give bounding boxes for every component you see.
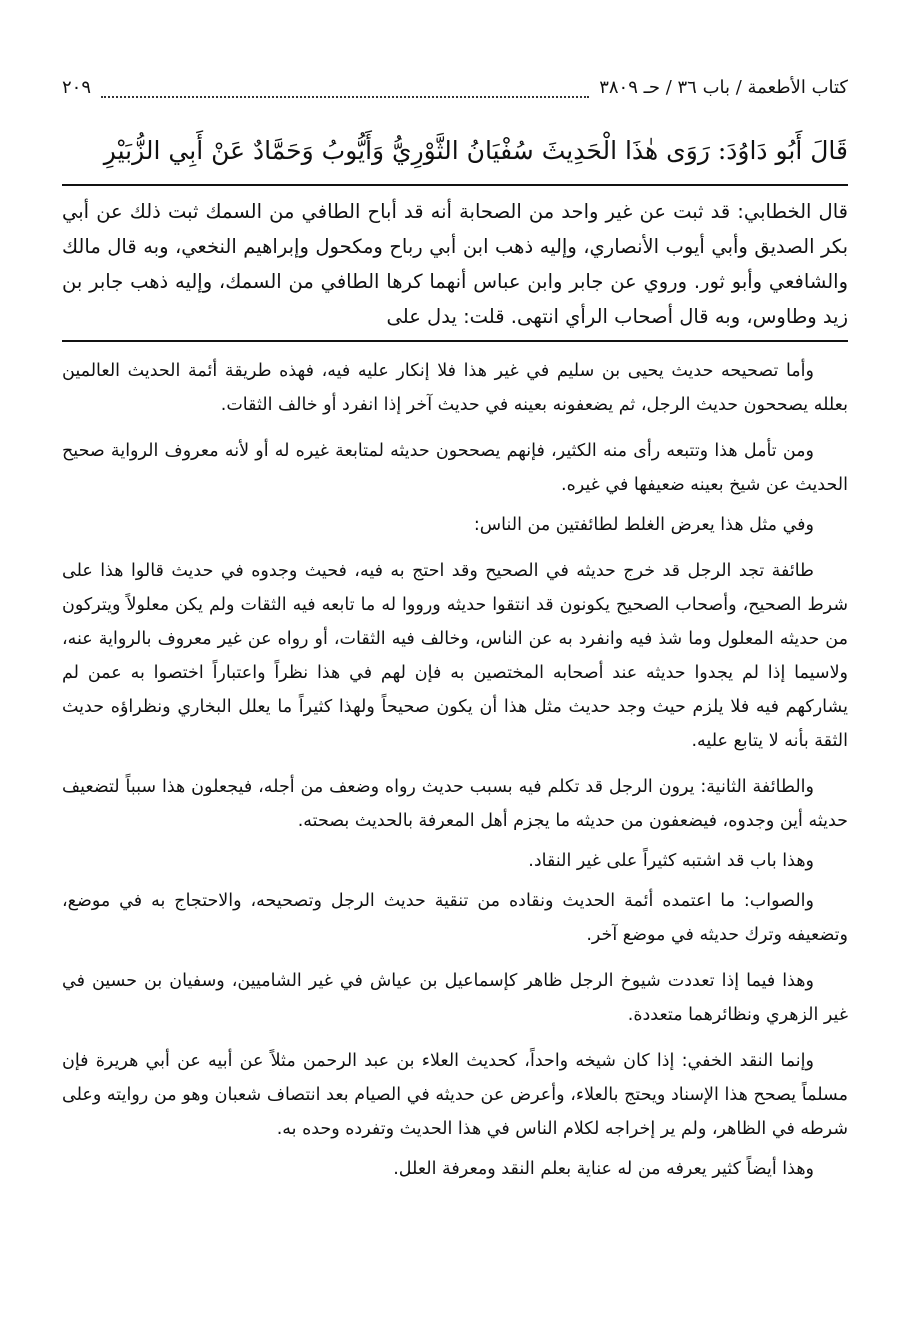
paragraph: طائفة تجد الرجل قد خرج حديثه في الصحيح وقد احتج به فيه، فحيث وجدوه في حديث قالوا هذا على شرط الصحيح، وأصحاب الصحيح يكونون قد انتقوا حديثه ورووا له ما تابعه فيه الثقات ولم يكن معلولاً ويتركون من حديثه المعلول وما شذ فيه وانفرد به عن الناس، وخالف فيه الثقات، أو رواه عن غير معروف بالرواية عنه، ولاسيما إذا لم يجدوا حديثه عند أصحابه المختصين به فإن لهم في هذا نظراً واعتباراً اختصوا به عمن لم يشاركهم فيه فلا يلزم حيث وجد حديث مثل هذا أن يكون صحيحاً ولهذا كثيراً ما يعلل البخاري ونظراؤه حديث الثقة بأنه لا يتابع عليه. (62, 561, 848, 751)
body-text (62, 354, 848, 1186)
running-title: كتاب الأطعمة / باب ٣٦ / حـ ٣٨٠٩ (599, 77, 848, 98)
paragraph: وفي مثل هذا يعرض الغلط لطائفتين من الناس: (473, 515, 814, 535)
paragraph: والصواب: ما اعتمده أئمة الحديث ونقاده من تنقية حديث الرجل وتصحيحه، والاحتجاج به في موضع، وتضعيفه وترك حديثه في موضع آخر. (62, 891, 848, 945)
running-header (62, 66, 848, 110)
page-number: ٢٠٩ (62, 77, 92, 98)
hadith-text: قَالَ أَبُو دَاوُدَ: رَوَى هٰذَا الْحَدِيثَ سُفْيَانُ الثَّوْرِيُّ وَأَيُّوبُ وَحَمَّادٌ عَنْ أَبِي الزُّبَيْرِ (103, 136, 848, 165)
paragraph: وهذا فيما إذا تعددت شيوخ الرجل ظاهر كإسماعيل بن عياش في غير الشاميين، وسفيان بن حسين في غير الزهري ونظائرهما متعددة. (62, 971, 848, 1025)
paragraph: ومن تأمل هذا وتتبعه رأى منه الكثير، فإنهم يصححون حديثه لمتابعة غيره له أو لأنه معروف الرواية صحيح الحديث عن شيخ بعينه ضعيفها في غيره. (62, 441, 848, 495)
commentary-divider (62, 340, 848, 342)
dotted-leader (101, 96, 589, 98)
paragraph: وهذا أيضاً كثير يعرفه من له عناية بعلم النقد ومعرفة العلل. (393, 1159, 814, 1179)
paragraph: وإنما النقد الخفي: إذا كان شيخه واحداً، كحديث العلاء بن عبد الرحمن مثلاً عن أبيه عن أبي هريرة فإن مسلماً يصحح هذا الإسناد ويحتج بالعلاء، وأعرض عن حديثه في الصيام بعد انتصاف شعبان وهو من روايته وعلى شرطه في الظاهر، ولم ير إخراجه لكلام الناس في هذا الحديث وتفرده وحده به. (62, 1051, 848, 1139)
commentary-block (62, 194, 848, 334)
top-divider (62, 184, 848, 186)
paragraph: وأما تصحيحه حديث يحيى بن سليم في غير هذا فلا إنكار عليه فيه، فهذه طريقة أئمة الحديث العالمين بعلله يصححون حديث الرجل، ثم يضعفونه بعينه في حديث آخر إذا انفرد أو خالف الثقات. (62, 361, 848, 415)
book-page (62, 66, 848, 1328)
paragraph: والطائفة الثانية: يرون الرجل قد تكلم فيه بسبب حديث رواه وضعف من أجله، فيجعلون هذا سبباً لتضعيف حديثه أين وجدوه، فيضعفون من حديثه ما يجزم أهل المعرفة بالحديث بصحته. (62, 777, 848, 831)
commentary-text: قال الخطابي: قد ثبت عن غير واحد من الصحابة أنه قد أباح الطافي من السمك ثبت ذلك عن أبي بكر الصديق وأبي أيوب الأنصاري، وإليه ذهب ابن أبي رباح ومكحول وإبراهيم النخعي، وبه قال مالك والشافعي وأبو ثور. وروي عن جابر وابن عباس أنهما كرها الطافي من السمك، وإليه ذهب جابر بن زيد وطاوس، وبه قال أصحاب الرأي انتهى. قلت: يدل على (62, 200, 848, 328)
paragraph: وهذا باب قد اشتبه كثيراً على غير النقاد. (528, 851, 814, 871)
